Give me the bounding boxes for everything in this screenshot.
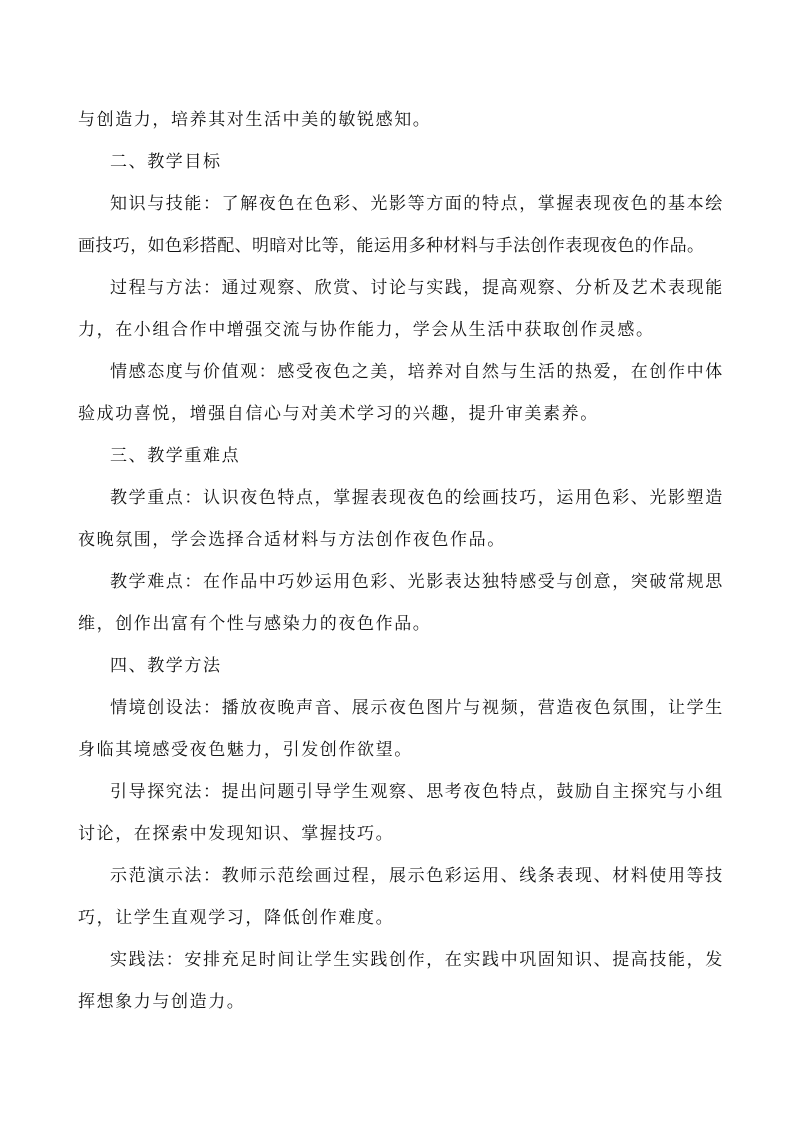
paragraph-line: 验成功喜悦，增强自信心与对美术学习的兴趣，提升审美素养。 xyxy=(78,404,599,424)
paragraph-line: 维，创作出富有个性与感染力的夜色作品。 xyxy=(78,614,432,634)
paragraph-line: 身临其境感受夜色魅力，引发创作欲望。 xyxy=(78,740,413,760)
paragraph-line: 画技巧，如色彩搭配、明暗对比等，能运用多种材料与手法创作表现夜色的作品。 xyxy=(78,236,705,256)
paragraph-line: 引导探究法：提出问题引导学生观察、思考夜色特点，鼓励自主探究与小组 xyxy=(110,782,724,802)
paragraph-line: 情感态度与价值观：感受夜色之美，培养对自然与生活的热爱，在创作中体 xyxy=(110,362,724,382)
paragraph-line: 挥想象力与创造力。 xyxy=(78,992,246,1012)
paragraph-line: 巧，让学生直观学习，降低创作难度。 xyxy=(78,908,395,928)
paragraph-line: 示范演示法：教师示范绘画过程，展示色彩运用、线条表现、材料使用等技 xyxy=(110,866,724,886)
paragraph-line: 夜晚氛围，学会选择合适材料与方法创作夜色作品。 xyxy=(78,530,506,550)
paragraph-line: 实践法：安排充足时间让学生实践创作，在实践中巩固知识、提高技能，发 xyxy=(110,950,724,970)
section-heading-key-points: 三、教学重难点 xyxy=(110,446,241,466)
paragraph-line: 力，在小组合作中增强交流与协作能力，学会从生活中获取创作灵感。 xyxy=(78,320,655,340)
section-heading-teaching-goals: 二、教学目标 xyxy=(110,152,222,172)
paragraph-line: 与创造力，培养其对生活中美的敏锐感知。 xyxy=(78,110,432,130)
paragraph-line: 知识与技能：了解夜色在色彩、光影等方面的特点，掌握表现夜色的基本绘 xyxy=(110,194,724,214)
paragraph-line: 教学难点：在作品中巧妙运用色彩、光影表达独特感受与创意，突破常规思 xyxy=(110,572,724,592)
paragraph-line: 情境创设法：播放夜晚声音、展示夜色图片与视频，营造夜色氛围，让学生 xyxy=(110,698,724,718)
paragraph-line: 教学重点：认识夜色特点，掌握表现夜色的绘画技巧，运用色彩、光影塑造 xyxy=(110,488,724,508)
paragraph-line: 过程与方法：通过观察、欣赏、讨论与实践，提高观察、分析及艺术表现能 xyxy=(110,278,724,298)
section-heading-teaching-methods: 四、教学方法 xyxy=(110,656,222,676)
paragraph-line: 讨论，在探索中发现知识、掌握技巧。 xyxy=(78,824,395,844)
